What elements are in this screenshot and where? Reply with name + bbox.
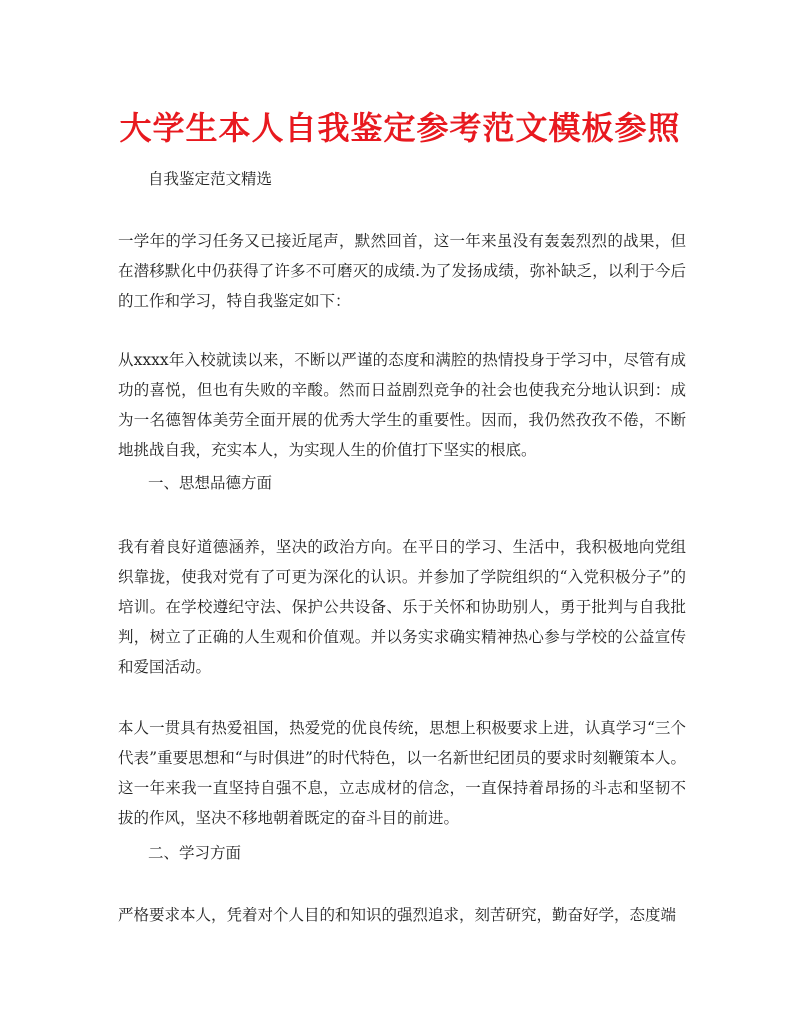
section-heading-morality: 一、思想品德方面 — [148, 474, 273, 492]
paragraph-study: 严格要求本人，凭着对个人目的和知识的强烈追求，刻苦研究，勤奋好学，态度端 — [118, 906, 677, 924]
paragraph-morality-2: 本人一贯具有热爱祖国，热爱党的优良传统，思想上积极要求上进，认真学习“三个代表”重要思想和“与时俱进”的时代特色，以一名新世纪团员的要求时刻鞭策本人。这一年来我一直坚持自强不息，立志成材的信念，一直保持着昂扬的斗志和坚韧不拔的作风，坚决不移地朝着既定的奋斗目的前进。 — [118, 719, 686, 827]
paragraph-intro: 一学年的学习任务又已接近尾声，默然回首，这一年来虽没有轰轰烈烈的战果，但在潜移默化中仍获得了许多不可磨灭的成绩.为了发扬成绩，弥补缺乏，以利于今后的工作和学习，特自我鉴定如下： — [118, 232, 686, 310]
paragraph-morality-1: 我有着良好道德涵养，坚决的政治方向。在平日的学习、生活中，我积极地向党组织靠拢，使我对党有了可更为深化的认识。并参加了学院组织的“入党积极分子”的培训。在学校遵纪守法、保护公共设备、乐于关怀和协助别人，勇于批判与自我批判，树立了正确的人生观和价值观。并以务实求确实精神热心参与学校的公益宣传和爱国活动。 — [118, 538, 686, 676]
document-subtitle: 自我鉴定范文精选 — [148, 170, 273, 188]
section-heading-study: 二、学习方面 — [148, 844, 242, 862]
paragraph-enrollment: 从xxxx年入校就读以来，不断以严谨的态度和满腔的热情投身于学习中，尽管有成功的喜悦，但也有失败的辛酸。然而日益剧烈竞争的社会也使我充分地认识到：成为一名德智体美劳全面开展的优秀大学生的重要性。因而，我仍然孜孜不倦，不断地挑战自我，充实本人，为实现人生的价值打下坚实的根底。 — [118, 351, 686, 459]
document-title: 大学生本人自我鉴定参考范文模板参照 — [119, 109, 681, 147]
